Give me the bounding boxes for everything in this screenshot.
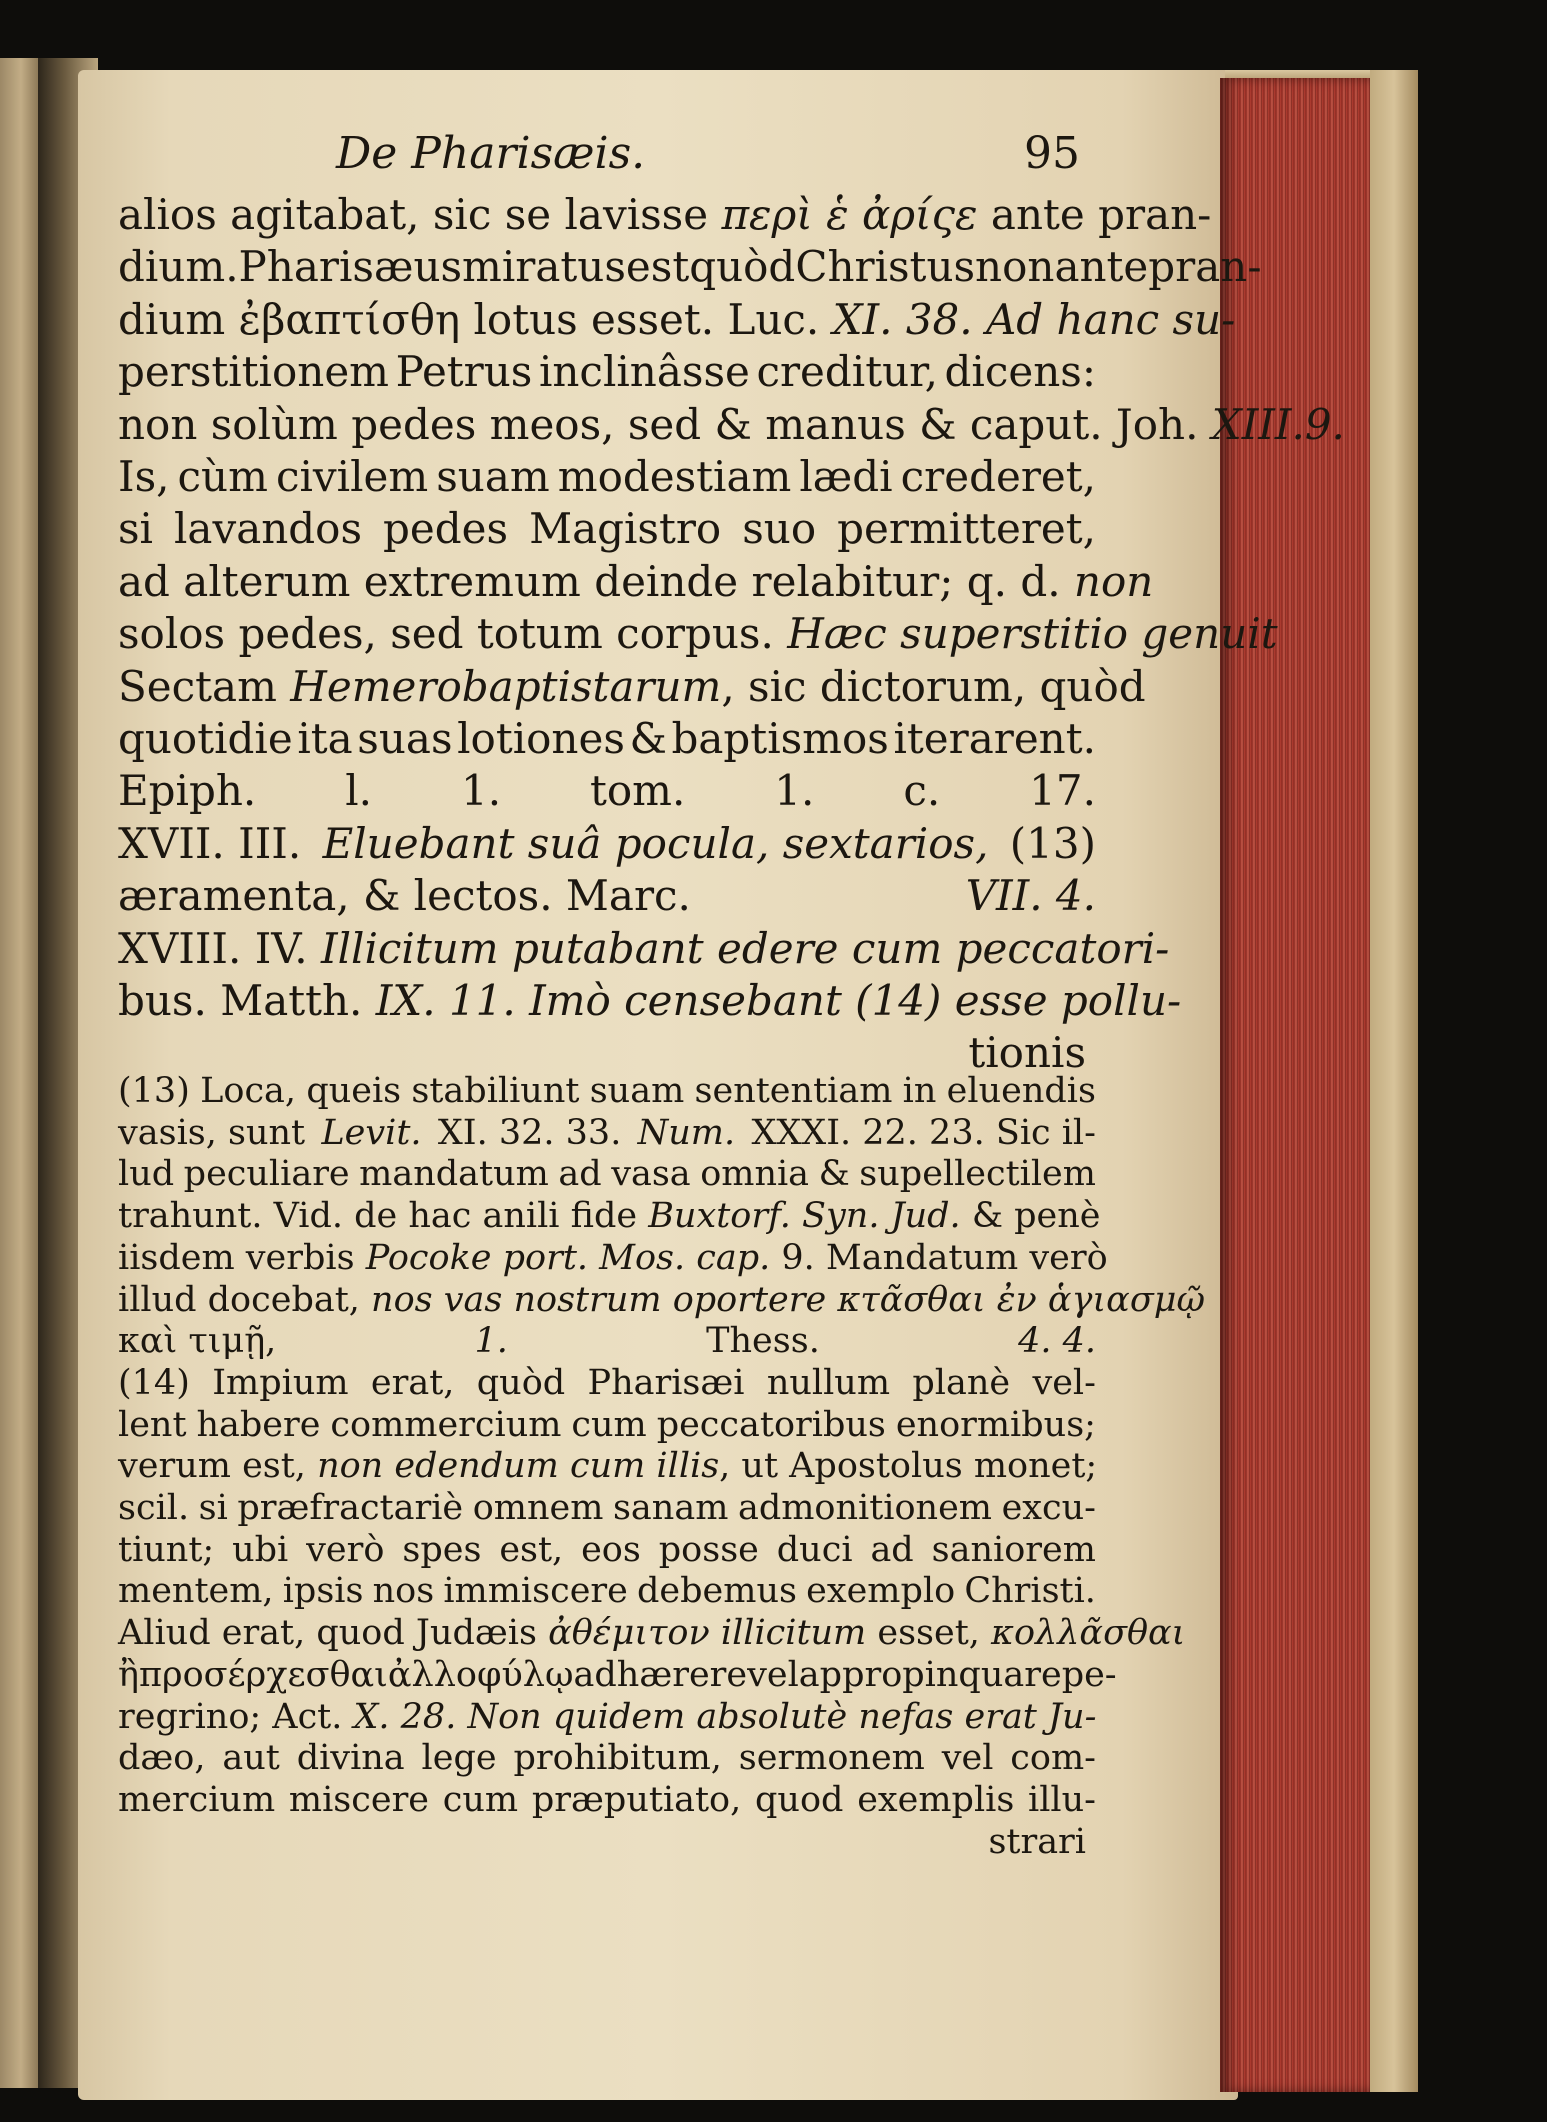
text-segment: 9. Mandatum verò — [770, 1237, 1108, 1278]
footnote-line — [118, 1321, 1096, 1361]
word: verò — [306, 1529, 385, 1570]
word: exemplo — [806, 1571, 956, 1612]
word: Pharisæi — [587, 1362, 745, 1403]
word: scil. — [118, 1488, 190, 1528]
word: vel — [747, 1654, 799, 1695]
text-segment: XI. 38. Ad hanc su- — [832, 294, 1236, 344]
word: lent — [118, 1404, 187, 1445]
text-segment: Buxtorf. Syn. Jud. — [648, 1196, 961, 1237]
text-segment: , ut Apostolus monet; — [719, 1446, 1098, 1487]
main-text-line — [118, 714, 1096, 763]
word: nullum — [766, 1362, 891, 1403]
text-segment: Eluebant suâ pocula, sextarios, — [322, 818, 989, 868]
word: Epiph. — [118, 766, 257, 816]
word: (14) — [118, 1362, 190, 1403]
word: dicens: — [944, 347, 1096, 397]
main-text-line — [118, 819, 1096, 868]
text-segment: XXXI. 22. 23. Sic il- — [740, 1112, 1096, 1153]
word: suo — [742, 504, 817, 554]
word: planè — [912, 1362, 1011, 1403]
text-segment: regrino; Act. — [118, 1696, 354, 1737]
main-text-line — [118, 294, 1236, 344]
word: mentem, — [118, 1571, 274, 1612]
word: c. — [903, 766, 941, 816]
word: ad — [870, 1529, 914, 1570]
text-segment: esset, — [866, 1613, 992, 1654]
text-segment: trahunt. Vid. de hac anili fide — [118, 1196, 649, 1237]
text-segment: iisdem verbis — [118, 1237, 366, 1278]
text-segment: tionis — [968, 1028, 1086, 1078]
word: nos — [372, 1571, 435, 1612]
word: sermonem — [738, 1738, 925, 1779]
word: 1. — [774, 766, 815, 816]
word: Is, — [118, 452, 170, 501]
text-segment: ad alterum extremum deinde relabitur; q. d. — [118, 556, 1074, 606]
footnote-line — [118, 1154, 1096, 1194]
word: & — [818, 1154, 850, 1195]
text-segment: καὶ τιμῇ, — [118, 1321, 277, 1362]
footnote-line — [118, 1279, 1205, 1320]
word: crederet, — [900, 452, 1096, 501]
text-segment: alios agitabat, sic se lavisse — [118, 190, 722, 239]
word: Christus — [795, 242, 976, 292]
running-header — [118, 128, 1096, 179]
word: 1. — [460, 766, 502, 816]
word: immiscere — [443, 1571, 628, 1612]
word: Pharisæus — [238, 242, 463, 292]
word: quod — [755, 1779, 844, 1820]
word: pedes — [383, 504, 509, 554]
book-cover-edge — [1370, 70, 1418, 2092]
word: Petrus — [395, 347, 533, 397]
word: quòd — [689, 242, 796, 292]
word: peccatoribus — [656, 1404, 886, 1445]
word: miscere — [288, 1779, 430, 1820]
text-segment: περὶ ἑ ἀρίςε — [721, 190, 978, 239]
word: admonitionem — [737, 1488, 992, 1528]
word: commercium — [330, 1404, 562, 1445]
word: sententiam — [694, 1071, 893, 1111]
text-segment: Levit. — [321, 1112, 422, 1153]
word: spes — [402, 1529, 482, 1570]
word: exemplis — [857, 1779, 1015, 1820]
word: dæo, — [118, 1738, 206, 1779]
text-segment: IX. 11. Imò censebant (14) esse pollu- — [375, 976, 1182, 1025]
word: Magistro — [529, 504, 722, 554]
word: ante — [1054, 242, 1149, 292]
word: præfractariè — [237, 1488, 464, 1528]
word: saniorem — [931, 1529, 1096, 1570]
word: est — [625, 242, 690, 292]
word: posse — [658, 1529, 759, 1570]
word: pran- — [1148, 242, 1262, 292]
text-segment: æramenta, & lectos. Marc. — [118, 871, 705, 921]
main-text-line — [118, 452, 1096, 501]
text-segment: Pocoke port. Mos. cap. — [365, 1237, 771, 1278]
footnote-line — [118, 1196, 1101, 1237]
word: suas — [357, 714, 453, 763]
word: l. — [345, 766, 373, 816]
word: & — [629, 714, 667, 763]
word: habere — [196, 1404, 321, 1445]
text-segment: nos vas nostrum oportere κτᾶσθαι ἐν ἁγιασμῷ — [371, 1279, 1205, 1320]
text-segment: Num. — [637, 1112, 736, 1153]
word: enormibus; — [895, 1404, 1096, 1445]
word: in — [902, 1071, 937, 1111]
word: prohibitum, — [513, 1738, 722, 1779]
text-segment: Illicitum putabant edere cum peccatori- — [321, 923, 1170, 973]
word: ipsis — [282, 1571, 364, 1612]
footnote-line — [118, 1405, 1096, 1445]
word: queis — [306, 1071, 402, 1111]
word: Christi. — [964, 1571, 1096, 1612]
word: creditur, — [756, 347, 938, 397]
main-text-line — [118, 976, 1182, 1025]
text-segment: XVIII. IV. — [118, 923, 321, 973]
word: illu- — [1028, 1779, 1096, 1820]
word: Impium — [212, 1362, 349, 1403]
main-text-line — [118, 661, 1146, 711]
main-text-line — [118, 190, 1212, 239]
text-segment: ante pran- — [977, 190, 1212, 239]
word: vasa — [611, 1154, 691, 1195]
word: quotidie — [118, 714, 293, 763]
text-segment: ἀθέμιτον illicitum — [548, 1613, 867, 1654]
word: lotiones — [457, 714, 625, 763]
word: tiunt; — [118, 1529, 215, 1570]
word: cum — [442, 1779, 519, 1820]
footnote-line — [118, 1530, 1096, 1570]
word: mercium — [118, 1779, 276, 1820]
word: tom. — [590, 766, 686, 816]
main-text-line — [118, 399, 1345, 449]
word: est, — [499, 1529, 564, 1570]
text-segment: XI. 32. 33. — [426, 1112, 633, 1153]
word: lege — [421, 1738, 497, 1779]
word: προσέρχεσθαι — [138, 1654, 388, 1695]
text-segment: vasis, sunt — [118, 1112, 317, 1153]
page-text — [118, 128, 1345, 1888]
word: civilem — [275, 452, 429, 501]
main-text-line — [118, 766, 1096, 815]
word: eos — [581, 1529, 641, 1570]
word: cùm — [177, 452, 268, 501]
word: suam — [436, 452, 550, 501]
word: stabiliunt — [411, 1071, 580, 1111]
footnote-line — [118, 1113, 1096, 1153]
text-segment: XIII.9. — [1211, 399, 1345, 449]
word: cum — [571, 1404, 647, 1445]
footnote-line — [118, 1363, 1096, 1403]
word: lædi — [799, 452, 893, 501]
text-segment: XVII. III. — [118, 818, 315, 868]
main-text-line — [118, 556, 1154, 606]
word: debemus — [637, 1571, 797, 1612]
word: ita — [297, 714, 353, 763]
word: si — [198, 1488, 228, 1528]
footnote-line — [118, 1822, 1096, 1862]
previous-page-edge — [0, 58, 38, 2088]
word: suam — [589, 1071, 685, 1111]
text-segment: non edendum cum illis — [317, 1446, 720, 1487]
word: pe- — [1061, 1654, 1117, 1695]
word: ubi — [232, 1529, 289, 1570]
text-segment: non — [1073, 556, 1154, 606]
word: iterarent. — [893, 714, 1096, 763]
text-segment: Sectam — [118, 661, 291, 711]
word: duci — [776, 1529, 853, 1570]
word: quòd — [476, 1362, 566, 1403]
word: 17. — [1029, 766, 1096, 816]
word: supellectilem — [859, 1154, 1096, 1195]
text-segment: Hemerobaptistarum — [290, 661, 722, 711]
word: adhærere — [573, 1654, 748, 1695]
footnote-line — [118, 1571, 1096, 1611]
running-title: De Pharisæis. — [336, 128, 646, 179]
main-text-line — [118, 504, 1096, 553]
text-segment: dium ἐβαπτίσθη lotus esset. Luc. — [118, 294, 833, 344]
red-fore-edge — [1220, 78, 1370, 2092]
word: baptismos — [671, 714, 889, 763]
text-segment: Thess. — [706, 1321, 820, 1362]
word: si — [118, 504, 153, 554]
word: Loca, — [200, 1071, 297, 1111]
text-segment: (13) — [996, 818, 1096, 868]
word: vel — [941, 1738, 994, 1779]
word: permitteret, — [837, 504, 1096, 554]
footnote-line — [118, 1738, 1096, 1778]
word: aut — [222, 1738, 280, 1779]
text-segment: & penè — [960, 1196, 1101, 1237]
word: mandatum — [359, 1154, 549, 1195]
word: dium. — [118, 242, 239, 292]
word: erat, — [370, 1362, 455, 1403]
word: appropinquare — [798, 1654, 1062, 1695]
word: sanam — [612, 1488, 729, 1528]
text-segment: Hæc superstitio genuit — [787, 609, 1278, 659]
word: (13) — [118, 1071, 190, 1111]
text-segment: X. 28. Non quidem absolutè nefas erat Ju- — [353, 1696, 1097, 1737]
footnote-line — [118, 1446, 1096, 1486]
text-segment: 1. — [463, 1321, 520, 1362]
text-segment: , sic dictorum, quòd — [721, 661, 1146, 711]
page-number: 95 — [1024, 128, 1080, 179]
text-segment: verum est, — [118, 1446, 318, 1487]
main-text-line — [118, 871, 1096, 920]
word: omnem — [472, 1488, 604, 1528]
word: miratus — [462, 242, 626, 292]
text-segment: strari — [988, 1821, 1086, 1862]
footnote-line — [118, 1613, 1186, 1654]
text-segment: illud docebat, — [118, 1279, 372, 1320]
text-segment: bus. Matth. — [118, 976, 376, 1025]
word: divina — [296, 1738, 405, 1779]
text-segment: 4. 4. — [1006, 1321, 1096, 1362]
text-segment: non solùm pedes meos, sed & manus & caput. Joh. — [118, 399, 1212, 449]
word: com- — [1010, 1738, 1096, 1779]
word: lud — [118, 1154, 175, 1195]
text-segment: Aliud erat, quod Judæis — [118, 1613, 549, 1654]
word: perstitionem — [118, 347, 390, 397]
main-text-line — [118, 347, 1096, 396]
word: modestiam — [557, 452, 792, 501]
main-text-line — [118, 609, 1278, 659]
footnote-line — [118, 1488, 1096, 1528]
word: ad — [558, 1154, 602, 1195]
word: ἢ — [118, 1654, 139, 1695]
footnote-line — [118, 1780, 1096, 1820]
text-segment: solos pedes, sed totum corpus. — [118, 609, 788, 659]
word: ἀλλοφύλῳ — [387, 1654, 574, 1695]
text-segment: VII. 4. — [965, 871, 1096, 921]
footnote-line — [118, 1237, 1108, 1278]
text-segment: κολλᾶσθαι — [991, 1613, 1186, 1654]
word: eluendis — [946, 1071, 1096, 1111]
word: non — [975, 242, 1055, 292]
footnote-line — [118, 1654, 1117, 1695]
footnote-line — [118, 1071, 1096, 1111]
word: inclinâsse — [538, 347, 750, 397]
word: præputiato, — [531, 1779, 742, 1820]
word: vel- — [1032, 1362, 1096, 1403]
footnote-line — [118, 1697, 1096, 1737]
word: peculiare — [183, 1154, 350, 1195]
main-text-line — [118, 242, 1262, 292]
main-text-line — [118, 923, 1170, 973]
word: lavandos — [174, 504, 363, 554]
word: excu- — [1001, 1488, 1096, 1528]
word: omnia — [700, 1154, 810, 1195]
